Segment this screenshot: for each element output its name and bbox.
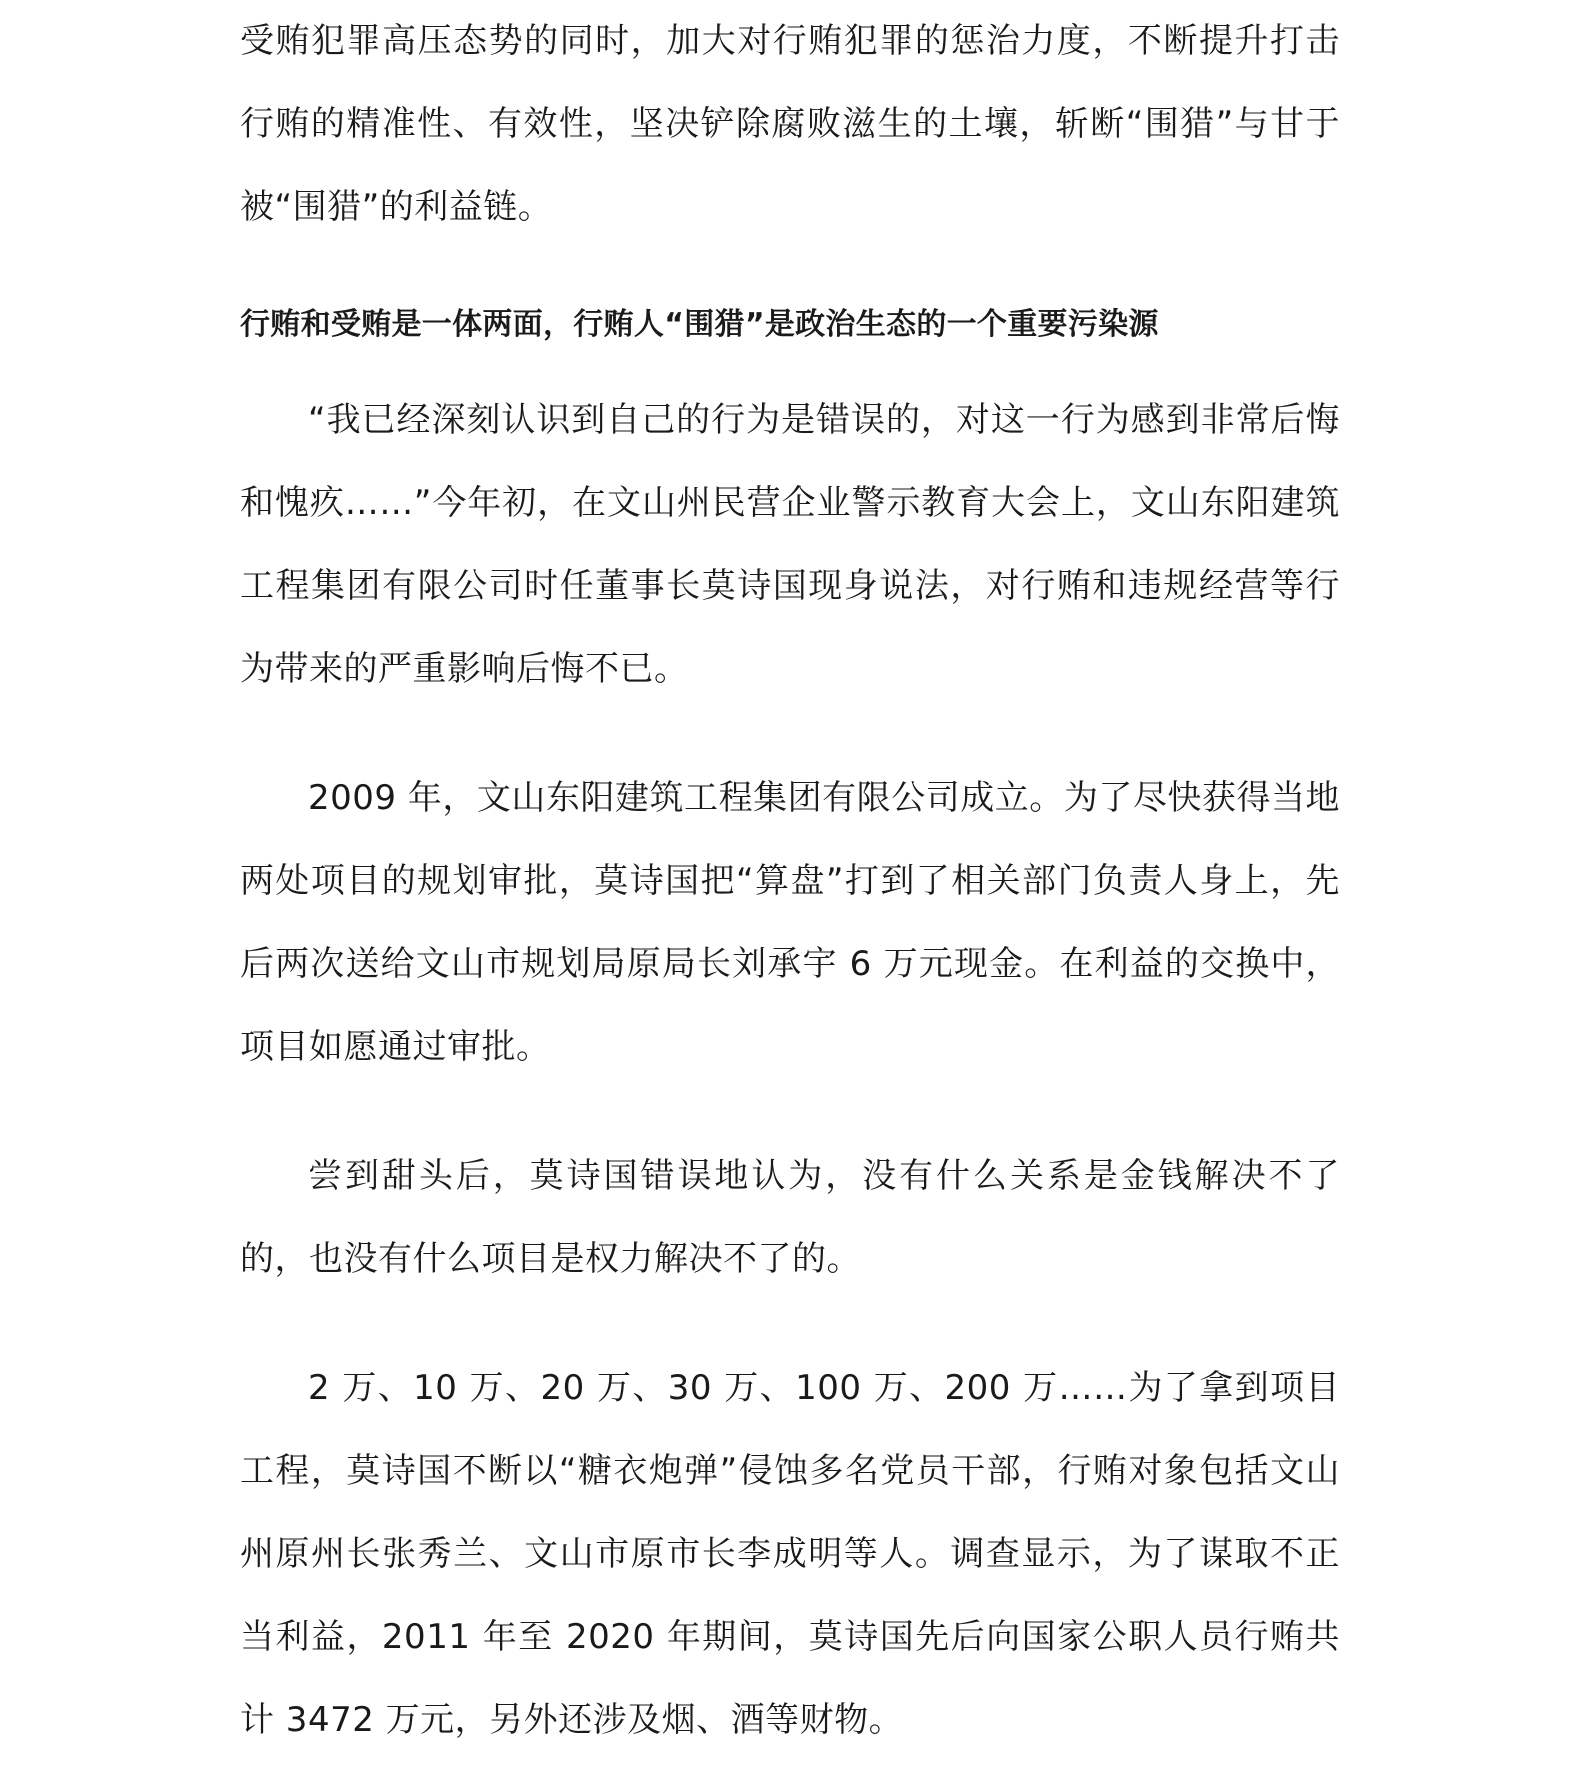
paragraph-continuation: 受贿犯罪高压态势的同时，加大对行贿犯罪的惩治力度，不断提升打击行贿的精准性、有效性，坚决铲除腐败滋生的土壤，斩断“围猎”与甘于被“围猎”的利益链。 — [240, 21, 1340, 227]
paragraph-gap — [240, 249, 1340, 295]
paragraph-misbelief: 尝到甜头后，莫诗国错误地认为，没有什么关系是金钱解决不了的，也没有什么项目是权力解决不了的。 — [240, 1156, 1340, 1279]
paragraph-gap — [240, 1301, 1340, 1347]
paragraph-gap — [240, 355, 1340, 379]
article-body — [240, 0, 1340, 1762]
section-heading: 行贿和受贿是一体两面，行贿人“围猎”是政治生态的一个重要污染源 — [240, 307, 1159, 342]
paragraph-bribery-amounts: 2 万、10 万、20 万、30 万、100 万、200 万……为了拿到项目工程，莫诗国不断以“糖衣炮弹”侵蚀多名党员干部，行贿对象包括文山州原州长张秀兰、文山市原市长李成明等人。调查显示，为了谋取不正当利益，2011 年至 2020 年期间，莫诗国先后向国家公职人员行贿共计 3472 万元，另外还涉及烟、酒等财物。 — [240, 1368, 1340, 1740]
paragraph-gap — [240, 711, 1340, 757]
paragraph-gap — [240, 1089, 1340, 1135]
paragraph-confession: “我已经深刻认识到自己的行为是错误的，对这一行为感到非常后悔和愧疚……”今年初，在文山州民营企业警示教育大会上，文山东阳建筑工程集团有限公司时任董事长莫诗国现身说法，对行贿和违规经营等行为带来的严重影响后悔不已。 — [240, 400, 1340, 689]
paragraph-company-founding: 2009 年，文山东阳建筑工程集团有限公司成立。为了尽快获得当地两处项目的规划审批，莫诗国把“算盘”打到了相关部门负责人身上，先后两次送给文山市规划局原局长刘承宇 6 万元现金。在利益的交换中，项目如愿通过审批。 — [240, 778, 1340, 1067]
